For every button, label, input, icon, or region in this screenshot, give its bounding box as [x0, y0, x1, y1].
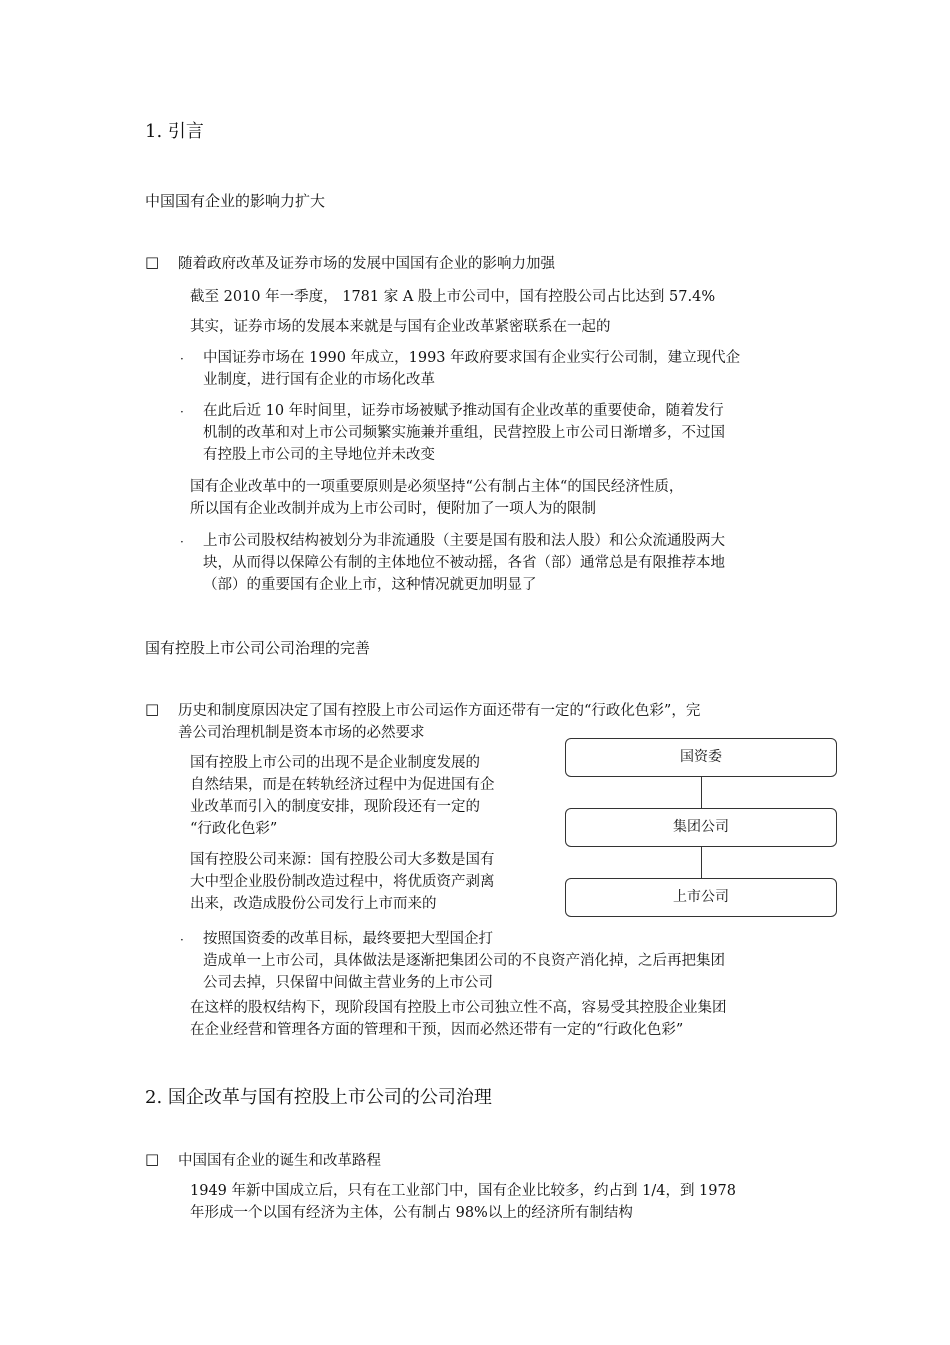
paragraph-line: 1949 年新中国成立后，只有在工业部门中，国有企业比较多，约占到 1/4，到 1978: [190, 1183, 736, 1199]
section-1-heading: 1. 引言: [145, 121, 204, 142]
bullet-line: 造成单一上市公司，具体做法是逐渐把集团公司的不良资产消化掉，之后再把集团: [203, 953, 725, 969]
point-text: 善公司治理机制是资本市场的必然要求: [178, 725, 425, 741]
diagram-box-group: 集团公司: [565, 808, 837, 847]
diagram-box-sasac: 国资委: [565, 738, 837, 777]
subsection-title-influence: 中国国有企业的影响力扩大: [145, 192, 326, 210]
bullet-line: 机制的改革和对上市公司频繁实施兼并重组，民营控股上市公司日渐增多，不过国: [203, 425, 725, 441]
paragraph-line: 出来，改造成股份公司发行上市而来的: [190, 896, 437, 912]
paragraph-line: 国有控股上市公司的出现不是企业制度发展的: [190, 755, 480, 771]
square-bullet-icon: □: [145, 253, 160, 271]
bullet-line: 块，从而得以保障公有制的主体地位不被动摇，各省（部）通常总是有限推荐本地: [203, 555, 725, 571]
paragraph-line: 国有企业改革中的一项重要原则是必须坚持“公有制占主体“的国民经济性质，: [190, 479, 684, 495]
paragraph-line: 在企业经营和管理各方面的管理和干预，因而必然还带有一定的“行政化色彩”: [190, 1022, 684, 1038]
section-2-heading: 2. 国企改革与国有控股上市公司的公司治理: [145, 1087, 492, 1108]
bullet-line: 公司去掉，只保留中间做主营业务的上市公司: [203, 975, 493, 991]
point-text: 随着政府改革及证券市场的发展中国国有企业的影响力加强: [178, 256, 555, 272]
bullet-line: 中国证券市场在 1990 年成立，1993 年政府要求国有企业实行公司制，建立现代企: [203, 350, 741, 366]
diagram-box-listed: 上市公司: [565, 878, 837, 917]
bullet-line: 按照国资委的改革目标，最终要把大型国企打: [203, 931, 493, 947]
diagram-connector: [701, 847, 702, 878]
square-bullet-icon: □: [145, 700, 160, 718]
paragraph-line: 大中型企业股份制改造过程中，将优质资产剥离: [190, 874, 495, 890]
dot-bullet-icon: ·: [180, 535, 184, 549]
paragraph-line: 所以国有企业改制并成为上市公司时，便附加了一项人为的限制: [190, 501, 596, 517]
paragraph-line: 业改革而引入的制度安排，现阶段还有一定的: [190, 799, 480, 815]
bullet-line: 有控股上市公司的主导地位并未改变: [203, 447, 435, 463]
square-bullet-icon: □: [145, 1150, 160, 1168]
bullet-line: 在此后近 10 年时间里，证券市场被赋予推动国有企业改革的重要使命，随着发行: [203, 403, 724, 419]
bullet-line: 业制度，进行国有企业的市场化改革: [203, 372, 435, 388]
point-text: 中国国有企业的诞生和改革路程: [178, 1153, 381, 1169]
dot-bullet-icon: ·: [180, 352, 184, 366]
point-text: 历史和制度原因决定了国有控股上市公司运作方面还带有一定的“行政化色彩”，完: [178, 703, 701, 719]
paragraph-line: 其实，证券市场的发展本来就是与国有企业改革紧密联系在一起的: [190, 319, 611, 335]
paragraph-line: 在这样的股权结构下，现阶段国有控股上市公司独立性不高，容易受其控股企业集团: [190, 1000, 727, 1016]
dot-bullet-icon: ·: [180, 405, 184, 419]
diagram-connector: [701, 777, 702, 808]
paragraph-line: 自然结果，而是在转轨经济过程中为促进国有企: [190, 777, 495, 793]
dot-bullet-icon: ·: [180, 933, 184, 947]
bullet-line: 上市公司股权结构被划分为非流通股（主要是国有股和法人股）和公众流通股两大: [203, 533, 725, 549]
bullet-line: （部）的重要国有企业上市，这种情况就更加明显了: [203, 577, 537, 593]
paragraph-line: “行政化色彩”: [190, 821, 278, 837]
paragraph-line: 截至 2010 年一季度， 1781 家 A 股上市公司中，国有控股公司占比达到 57.4%: [190, 289, 716, 305]
paragraph-line: 年形成一个以国有经济为主体，公有制占 98%以上的经济所有制结构: [190, 1205, 633, 1221]
paragraph-line: 国有控股公司来源：国有控股公司大多数是国有: [190, 852, 495, 868]
subsection-title-governance: 国有控股上市公司公司治理的完善: [145, 639, 371, 657]
